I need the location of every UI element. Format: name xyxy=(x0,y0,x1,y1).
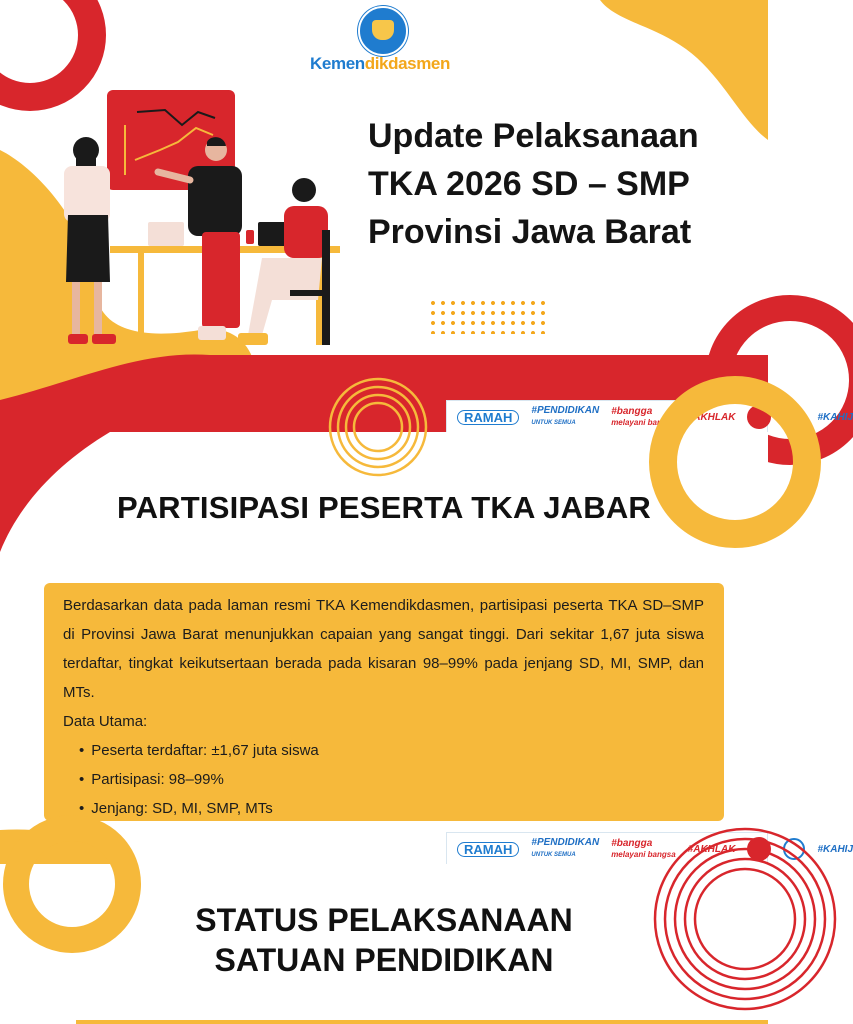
slide-cover xyxy=(0,0,853,432)
logo-text-part-a: Kemen xyxy=(310,54,365,73)
illustration xyxy=(64,90,340,345)
tag-kahij: #KAHIJ xyxy=(817,411,853,423)
tag-bangga-sub: melayani bangsa xyxy=(611,850,676,859)
slide-status xyxy=(0,864,768,1024)
tag-pendidikan-text: #PENDIDIKAN xyxy=(531,837,600,848)
key-data-label: Data Utama: xyxy=(63,713,148,730)
status-title-line: STATUS PELAKSANAAN xyxy=(195,902,573,938)
participation-paragraph: Berdasarkan data pada laman resmi TKA Kemendikdasmen, partisipasi peserta TKA SD–SMP di Provinsi Jawa Barat menunjukkan capaian yang sangat tinggi. Dari sekitar 1,67 juta siswa terdaftar, tingkat keikutsertaan berada pada kisaran 98–99% pada jenjang SD, MI, SMP, dan MTs. xyxy=(63,597,704,701)
tag-pendidikan xyxy=(531,405,599,429)
tag-pendidikan-text: #PENDIDIKAN xyxy=(531,405,600,416)
tag-pendidikan-sub: UNTUK SEMUA xyxy=(531,420,576,426)
tag-akhlak: #AKHLAK xyxy=(687,843,736,855)
dot-grid-decoration xyxy=(428,298,548,334)
tag-pendidikan-sub: UNTUK SEMUA xyxy=(531,852,576,858)
list-item: • Partisipasi: 98–99% xyxy=(79,765,704,794)
tag-ramah: RAMAH xyxy=(457,410,519,425)
tag-bangga-sub: melayani bangsa xyxy=(611,418,676,427)
tut-wuri-handayani-emblem-icon xyxy=(358,6,408,56)
participation-title: PARTISIPASI PESERTA TKA JABAR xyxy=(117,490,651,525)
status-title xyxy=(0,900,768,980)
cover-title xyxy=(368,112,748,256)
cover-title-line: TKA 2026 SD – SMP xyxy=(368,165,690,203)
tag-akhlak: #AKHLAK xyxy=(687,411,736,423)
tagline-banner xyxy=(446,832,853,866)
list-item: • Peserta terdaftar: ±1,67 juta siswa xyxy=(79,736,704,765)
cover-title-line: Provinsi Jawa Barat xyxy=(368,213,692,251)
cover-title-line: Update Pelaksanaan xyxy=(368,117,699,155)
key-data-list xyxy=(63,736,704,823)
tag-bangga-text: #bangga xyxy=(611,838,653,849)
kemendikdasmen-logo xyxy=(300,54,460,74)
list-item: • Jenjang: SD, MI, SMP, MTs xyxy=(79,794,704,823)
tag-ramah: RAMAH xyxy=(457,842,519,857)
participation-info-box xyxy=(44,583,724,821)
tag-bangga xyxy=(611,838,675,860)
logo-text-part-b: dikdasmen xyxy=(364,54,450,73)
tag-bangga-text: #bangga xyxy=(611,406,653,417)
tag-kahij: #KAHIJ xyxy=(817,843,853,855)
tag-pendidikan xyxy=(531,837,599,861)
status-title-line: SATUAN PENDIDIKAN xyxy=(214,942,554,978)
slide-participation xyxy=(0,432,853,864)
